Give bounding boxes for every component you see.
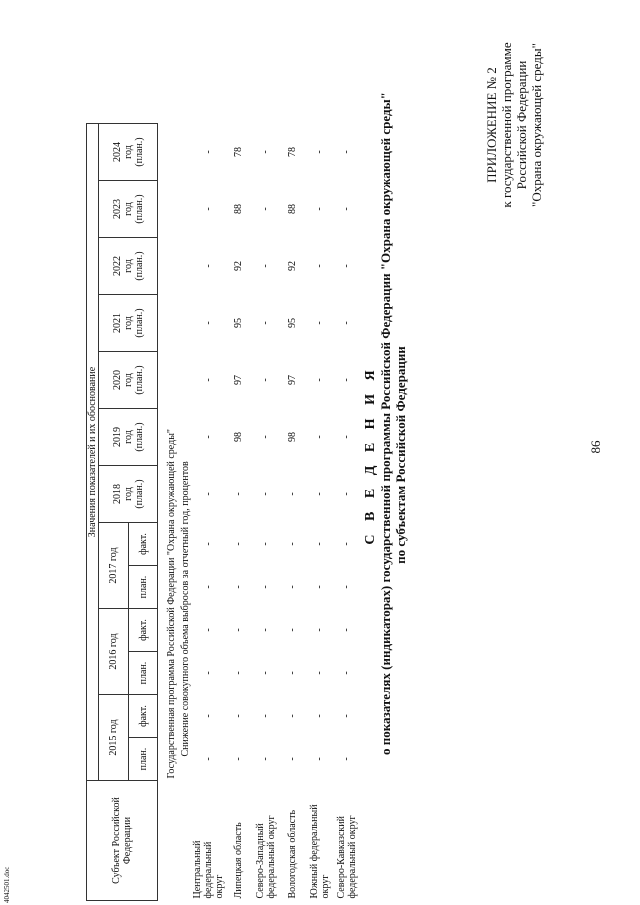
appendix-heading — [484, 15, 544, 235]
year-group-header: 2017 год — [99, 523, 129, 609]
plan-year-plan: (план.) — [133, 365, 145, 395]
plan-year-god: год — [122, 259, 134, 273]
value-cell: - — [260, 585, 271, 589]
plan-year-plan: (план.) — [133, 251, 145, 281]
title-line-3: по субъектам Российской Федерации — [393, 346, 408, 564]
value-cell: - — [341, 378, 352, 382]
program-title: Государственная программа Российской Федерации "Охрана окружающей среды" — [165, 428, 177, 779]
value-cell: - — [341, 492, 352, 496]
fact-subheader: факт. — [129, 523, 158, 566]
year-group-header: 2016 год — [99, 609, 129, 695]
value-cell: - — [203, 671, 214, 675]
table-row — [192, 124, 225, 901]
value-cell: - — [341, 671, 352, 675]
value-cell: - — [260, 671, 271, 675]
program-row — [164, 124, 178, 901]
table-row — [279, 124, 306, 901]
document-id: 4042501.doc — [3, 866, 11, 903]
value-cell: - — [314, 378, 325, 382]
appendix-line-4: "Охрана окружающей среды" — [529, 43, 544, 207]
value-cell: - — [233, 757, 244, 761]
appendix-line-1: ПРИЛОЖЕНИЕ № 2 — [484, 67, 499, 183]
plan-year: 2022 — [111, 256, 123, 276]
subject-name-line: федеральный округ — [346, 815, 358, 899]
plan-year-plan: (план.) — [133, 308, 145, 338]
plan-year-header — [99, 124, 158, 181]
plan-year: 2019 — [111, 427, 123, 447]
plan-year-header — [99, 295, 158, 352]
value-cell: - — [260, 714, 271, 718]
value-cell: - — [233, 628, 244, 632]
value-cell: - — [314, 207, 325, 211]
plan-subheader: план. — [129, 566, 158, 609]
plan-year: 2020 — [111, 370, 123, 390]
value-cell: - — [203, 542, 214, 546]
value-cell: 88 — [233, 204, 244, 214]
value-cell: - — [287, 714, 298, 718]
value-cell: - — [287, 757, 298, 761]
value-cell: - — [203, 321, 214, 325]
subject-cell — [333, 781, 360, 901]
table-row — [225, 124, 252, 901]
value-cell: - — [287, 671, 298, 675]
subject-name-line: округ — [214, 874, 225, 899]
value-cell: - — [314, 628, 325, 632]
fact-subheader: факт. — [129, 695, 158, 738]
subject-cell — [192, 781, 225, 901]
value-cell: 97 — [287, 375, 298, 385]
table-body — [87, 124, 361, 901]
value-cell: - — [341, 264, 352, 268]
plan-subheader: план. — [129, 738, 158, 781]
plan-year: 2023 — [111, 199, 123, 219]
value-cell: - — [203, 150, 214, 154]
subject-name-line: Центральный федеральный — [192, 840, 214, 899]
value-cell: - — [314, 757, 325, 761]
appendix-line-2: к государственной программе — [499, 42, 514, 208]
title-svedeniya: С В Е Д Е Н И Я — [363, 365, 378, 545]
subject-name-line: Северо-Западный — [254, 823, 266, 899]
plan-year-god: год — [122, 373, 134, 387]
value-cell: - — [314, 150, 325, 154]
subject-header: Субъект Российской Федерации — [87, 781, 158, 901]
value-cell: - — [341, 628, 352, 632]
plan-year-god: год — [122, 487, 134, 501]
value-cell: - — [233, 671, 244, 675]
table-row — [306, 124, 333, 901]
value-cell: - — [260, 150, 271, 154]
subject-name-line: федеральный округ — [265, 815, 277, 899]
value-cell: - — [203, 264, 214, 268]
fact-subheader: факт. — [129, 609, 158, 652]
value-cell: - — [287, 585, 298, 589]
value-cell: 98 — [287, 432, 298, 442]
subject-cell — [306, 781, 333, 901]
value-cell: - — [203, 585, 214, 589]
value-cell: - — [203, 207, 214, 211]
value-cell: - — [233, 542, 244, 546]
plan-year-god: год — [122, 316, 134, 330]
value-cell: - — [341, 435, 352, 439]
value-cell: - — [260, 378, 271, 382]
plan-year: 2024 — [111, 142, 123, 162]
plan-subheader: план. — [129, 652, 158, 695]
subject-cell — [225, 781, 252, 901]
plan-year-god: год — [122, 145, 134, 159]
value-cell: - — [203, 628, 214, 632]
value-cell: - — [233, 492, 244, 496]
subject-name-line: Вологодская область — [287, 809, 298, 899]
value-cell: 98 — [233, 432, 244, 442]
value-cell: - — [260, 321, 271, 325]
plan-year-plan: (план.) — [133, 422, 145, 452]
value-cell: - — [203, 757, 214, 761]
value-cell: - — [314, 542, 325, 546]
value-cell: - — [260, 542, 271, 546]
value-cell: - — [341, 321, 352, 325]
value-cell: - — [341, 542, 352, 546]
year-group-header: 2015 год — [99, 695, 129, 781]
value-cell: - — [260, 435, 271, 439]
value-cell: - — [341, 714, 352, 718]
plan-year-plan: (план.) — [133, 194, 145, 224]
value-cell: - — [203, 492, 214, 496]
indicators-table — [86, 123, 360, 901]
value-cell: - — [341, 150, 352, 154]
value-cell: - — [287, 492, 298, 496]
value-cell: 88 — [287, 204, 298, 214]
value-cell: - — [233, 585, 244, 589]
value-cell: 97 — [233, 375, 244, 385]
value-cell: - — [260, 492, 271, 496]
value-cell: - — [287, 628, 298, 632]
value-cell: - — [341, 757, 352, 761]
value-cell: - — [203, 435, 214, 439]
value-cell: - — [314, 671, 325, 675]
empty-cell — [164, 781, 178, 901]
indicator-row — [178, 124, 192, 901]
value-cell: - — [314, 714, 325, 718]
value-cell: - — [341, 207, 352, 211]
value-cell: - — [260, 757, 271, 761]
value-cell: 78 — [287, 147, 298, 157]
value-cell: 92 — [287, 261, 298, 271]
value-cell: - — [203, 378, 214, 382]
value-cell: - — [314, 264, 325, 268]
plan-year: 2021 — [111, 313, 123, 333]
title-line-2: о показателях (индикаторах) государственной программы Российской Федерации "Охрана окружающей среды" — [378, 92, 393, 755]
value-cell: - — [341, 585, 352, 589]
plan-year-header — [99, 181, 158, 238]
header-row-1 — [87, 124, 99, 901]
value-cell: 95 — [233, 318, 244, 328]
appendix-line-3: Российской Федерации — [514, 60, 529, 190]
values-header: Значения показателей и их обоснование — [87, 124, 99, 781]
value-cell: - — [314, 585, 325, 589]
value-cell: 95 — [287, 318, 298, 328]
plan-year: 2018 — [111, 484, 123, 504]
subject-name-line: Северо-Кавказский — [335, 816, 347, 899]
plan-year-plan: (план.) — [133, 137, 145, 167]
value-cell: - — [233, 714, 244, 718]
value-cell: - — [314, 321, 325, 325]
subject-name-line: Липецкая область — [233, 822, 244, 899]
plan-year-header — [99, 409, 158, 466]
value-cell: - — [260, 207, 271, 211]
subject-name-line: Южный федеральный округ — [308, 804, 331, 899]
value-cell: 78 — [233, 147, 244, 157]
value-cell: - — [203, 714, 214, 718]
value-cell: - — [314, 492, 325, 496]
table-row — [252, 124, 279, 901]
value-cell: - — [260, 264, 271, 268]
document-title — [363, 92, 408, 755]
value-cell: - — [314, 435, 325, 439]
subject-cell — [279, 781, 306, 901]
plan-year-header — [99, 466, 158, 523]
indicator-title: Снижение совокупного объема выбросов за отчетный год, процентов — [179, 461, 191, 757]
empty-cell — [178, 781, 192, 901]
plan-year-plan: (план.) — [133, 479, 145, 509]
value-cell: - — [260, 628, 271, 632]
value-cell: - — [287, 542, 298, 546]
plan-year-god: год — [122, 202, 134, 216]
subject-cell — [252, 781, 279, 901]
plan-year-header — [99, 352, 158, 409]
plan-year-god: год — [122, 430, 134, 444]
plan-year-header — [99, 238, 158, 295]
page-number: 86 — [588, 440, 603, 454]
table-row — [333, 124, 360, 901]
value-cell: 92 — [233, 261, 244, 271]
